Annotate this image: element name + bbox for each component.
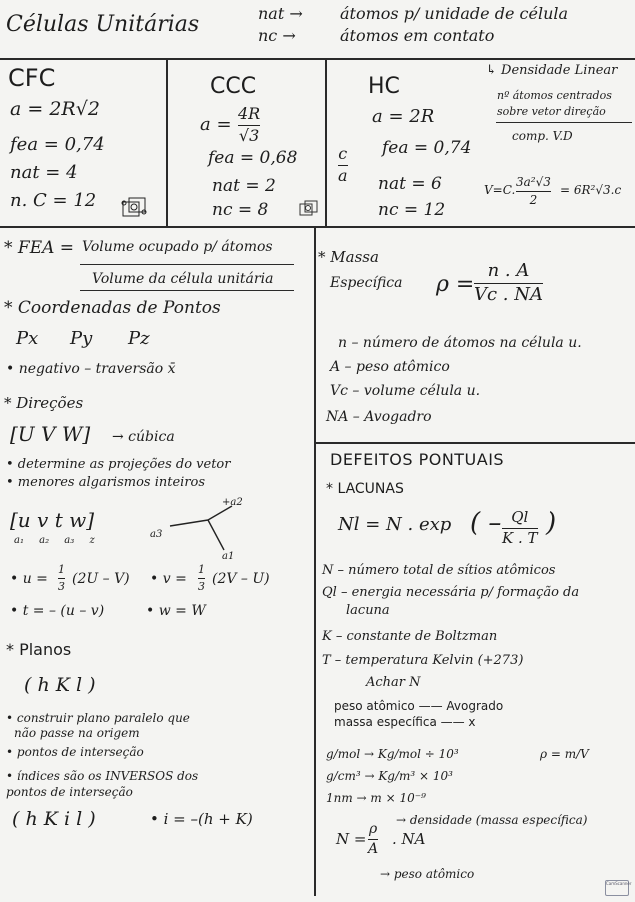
mass-na-def: NA – Avogadro (326, 409, 432, 425)
formula-v-num: 1 (198, 563, 205, 576)
n-final-fraction (368, 822, 378, 857)
planes-bullet-3b: pontos de interseção (6, 785, 133, 799)
defects-ql-def: Ql – energia necessária p/ formação da (322, 585, 580, 600)
planes-hkl: ( h K l ) (24, 674, 96, 696)
fcc-cell-icon (120, 196, 148, 220)
ccc-a-fraction (238, 106, 260, 145)
mass-a-def: A – peso atômico (330, 359, 450, 375)
hc-ca-fraction (338, 146, 348, 185)
mass-den: Vc . NA (474, 284, 543, 306)
vacancy-paren-close: ) (546, 508, 557, 538)
volume-fraction (516, 176, 551, 207)
directions-title: * Direções (4, 394, 84, 412)
coords-negative: • negativo – traversão x̄ (6, 361, 176, 377)
volume-den: 2 (529, 192, 538, 207)
directions-bullet-1: • determine as projeções do vetor (6, 457, 231, 472)
mass-title: * Massa (318, 248, 379, 266)
formula-u-lhs: • u = (10, 571, 48, 587)
hc-fea-eq: fea = 0,74 (382, 138, 472, 158)
linear-density-title: ↳ Densidade Linear (486, 63, 618, 78)
camscanner-badge (605, 880, 632, 896)
formula-w: • w = W (146, 603, 206, 619)
defects-vacancies: * LACUNAS (326, 481, 404, 497)
linear-den: comp. V.D (512, 129, 573, 143)
vacancy-eq-lhs: Nl = N . exp (338, 514, 452, 535)
defects-title: DEFEITOS PONTUAIS (330, 450, 505, 469)
vacancy-exp-num: Ql (511, 508, 529, 526)
coord-px: Px (16, 328, 39, 349)
cfc-nc-eq: n. C = 12 (10, 190, 97, 211)
defects-n-def: N – número total de sítios atômicos (322, 563, 556, 578)
defects-find-n: Achar N (366, 675, 421, 690)
n-final-lhs: N = (336, 830, 367, 848)
ccc-nc-eq: nc = 8 (212, 200, 269, 220)
mass-n-def: n – número de átomos na célula u. (338, 335, 582, 351)
formula-u-rhs: (2U – V) (72, 571, 130, 587)
header-divider (0, 58, 635, 60)
hc-nat-eq: nat = 6 (378, 174, 442, 194)
linear-num-2: sobre vetor direção (497, 105, 606, 118)
mass-defects-divider (314, 442, 635, 444)
ccc-title: CCC (210, 74, 257, 99)
density-formula: ρ = m/V (540, 747, 589, 761)
nat-label: nat → (258, 4, 303, 23)
cfc-fea-eq: fea = 0,74 (10, 134, 105, 155)
formula-v-lhs: • v = (150, 571, 187, 587)
nc-desc: átomos em contato (340, 26, 495, 45)
cfc-title: CFC (8, 64, 56, 92)
formula-v-fraction (198, 564, 205, 592)
mass-title-2: Específica (330, 275, 403, 291)
ccc-fea-eq: fea = 0,68 (208, 148, 298, 168)
conversion-1: g/mol → Kg/mol ÷ 10³ (326, 747, 459, 761)
vacancy-exp-den: K . T (502, 529, 538, 548)
coord-pz: Pz (128, 328, 150, 349)
axis-a1-label: a1 (222, 551, 235, 562)
planes-i-eq: • i = –(h + K) (150, 810, 253, 828)
nat-desc: átomos p/ unidade de célula (340, 4, 569, 23)
defects-k-def: K – constante de Boltzman (322, 629, 498, 644)
coord-py: Py (70, 328, 93, 349)
divider-ccc-hc (325, 58, 327, 226)
divider-cfc-ccc (166, 58, 168, 226)
formula-v-rhs: (2V – U) (212, 571, 270, 587)
hc-a-eq: a = 2R (372, 106, 435, 127)
n-final-num: ρ (368, 821, 378, 837)
hc-title: HC (368, 74, 400, 99)
volume-num: 3a²√3 (516, 175, 551, 189)
conversion-2: g/cm³ → Kg/m³ × 10³ (326, 769, 453, 783)
hc-ca-num: c (338, 144, 348, 163)
axis-a2-label: +a2 (222, 497, 243, 508)
formula-u-num: 1 (58, 563, 65, 576)
planes-title: * Planos (6, 640, 72, 659)
defects-massa: massa específica —— x (334, 715, 476, 729)
directions-indices: a₁ a₂ a₃ z (14, 535, 95, 546)
defects-t-def: T – temperatura Kelvin (+273) (322, 653, 524, 668)
fea-den: Volume da célula unitária (92, 271, 274, 287)
page-title: Células Unitárias (6, 12, 200, 37)
fea-underline (80, 290, 294, 291)
hc-nc-eq: nc = 12 (378, 200, 446, 220)
planes-bullet-1b: não passe na origem (14, 726, 140, 740)
directions-bullet-2: • menores algarismos inteiros (6, 475, 206, 490)
ccc-a-num: 4R (238, 104, 261, 123)
conversion-3: 1nm → m × 10⁻⁹ (326, 791, 426, 805)
linear-fraction-bar (496, 122, 632, 123)
cfc-nat-eq: nat = 4 (10, 162, 78, 183)
formula-v-den: 3 (198, 579, 205, 593)
formula-u-fraction (58, 564, 65, 592)
volume-lhs: V=C. (484, 183, 516, 197)
fea-num: Volume ocupado p/ átomos (82, 239, 273, 255)
n-final-arrow-density: → densidade (massa específica) (396, 813, 588, 827)
planes-bullet-1: • construir plano paralelo que (6, 711, 190, 725)
nc-label: nc → (258, 26, 296, 45)
cfc-a-eq: a = 2R√2 (10, 98, 100, 120)
directions-uvw: [U V W] (10, 422, 91, 446)
defects-peso: peso atômico —— Avogrado (334, 699, 504, 713)
ccc-a-den: √3 (238, 126, 260, 146)
defects-ql-def-2: lacuna (346, 603, 390, 618)
n-final-arrow-weight: → peso atômico (380, 867, 475, 881)
mass-fraction (474, 262, 543, 305)
planes-hkil: ( h K i l ) (12, 808, 96, 830)
mass-num: n . A (487, 260, 530, 281)
fea-fraction-bar (80, 264, 294, 265)
n-final-rhs: . NA (392, 830, 426, 848)
coords-title: * Coordenadas de Pontos (4, 298, 221, 318)
directions-cubic: → cúbica (112, 429, 175, 445)
hc-ca-den: a (338, 166, 348, 186)
formula-t: • t = – (u – v) (10, 603, 105, 619)
cells-divider (0, 226, 635, 228)
vacancy-paren-open: ( – (470, 508, 502, 538)
formula-u-den: 3 (58, 579, 65, 593)
linear-num-1: nº átomos centrados (497, 89, 612, 102)
planes-bullet-3: • índices são os INVERSOS dos (6, 769, 199, 783)
planes-bullet-2: • pontos de interseção (6, 745, 144, 759)
directions-uvtw: [u v t w] (10, 508, 95, 532)
fea-label: * FEA = (4, 238, 75, 258)
volume-rhs: = 6R²√3.c (560, 183, 622, 197)
mass-rho: ρ = (436, 272, 475, 297)
badge-text: CamScanner (606, 881, 632, 886)
main-column-divider (314, 226, 316, 896)
ccc-a-lhs: a = (200, 114, 232, 135)
axis-a3-label: a3 (150, 529, 163, 540)
n-final-den: A (368, 841, 379, 858)
vacancy-exp-fraction (502, 510, 538, 547)
ccc-nat-eq: nat = 2 (212, 176, 276, 196)
mass-vc-def: Vc – volume célula u. (330, 383, 481, 399)
bcc-cell-icon (298, 200, 320, 218)
